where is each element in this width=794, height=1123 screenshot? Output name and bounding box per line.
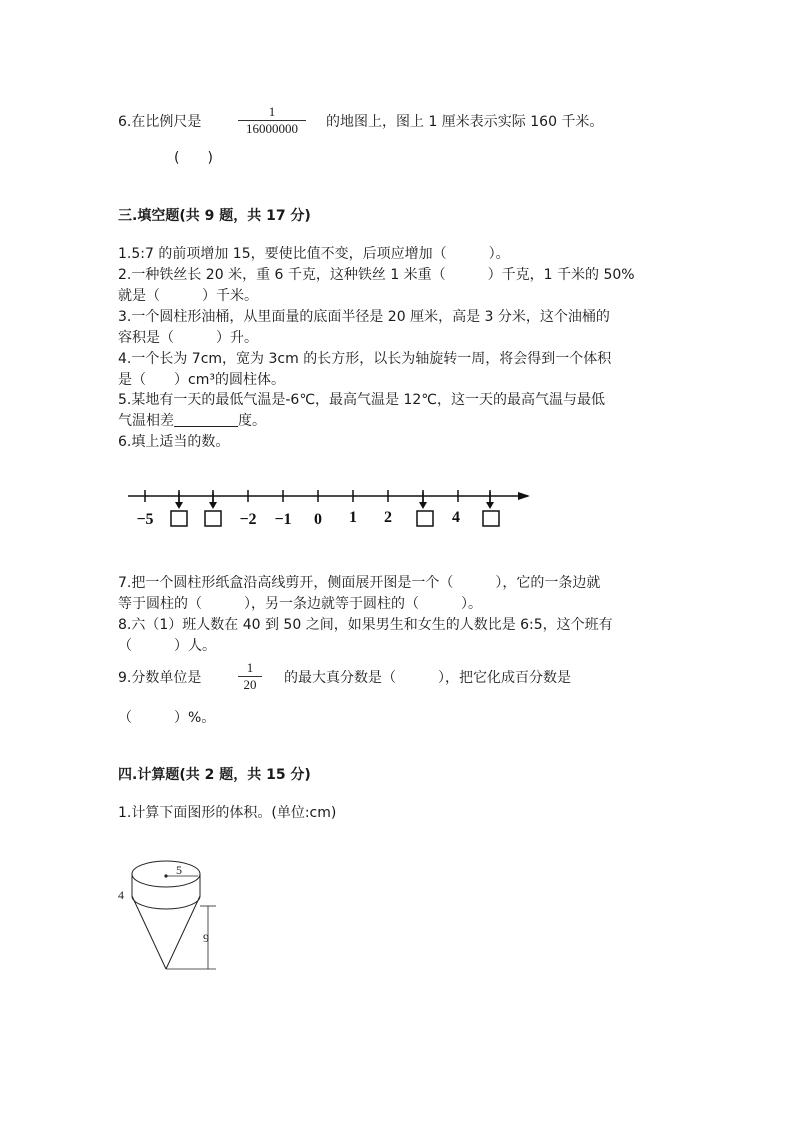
s3-q7-line2: 等于圆柱的（ ），另一条边就等于圆柱的（ ）。	[118, 596, 482, 612]
s3-q4-line1: 4.一个长为 7cm，宽为 3cm 的长方形，以长为轴旋转一周，将会得到一个体积	[118, 351, 612, 367]
s3-q9-suffix: 的最大真分数是（ ），把它化成百分数是	[284, 670, 571, 686]
pointer-arrowhead	[175, 502, 183, 509]
s4-q1: 1.计算下面图形的体积。(单位:cm)	[118, 805, 337, 821]
number-line-labels	[136, 509, 460, 528]
pointer-arrowhead	[209, 502, 217, 509]
q6-prefix: 6.在比例尺是	[118, 114, 202, 130]
numberline-label: −5	[136, 511, 154, 528]
numberline-label: 0	[314, 511, 322, 528]
s3-q2-line2: 就是（ ）千米。	[118, 288, 258, 304]
s3-q5-line2	[118, 411, 266, 431]
answer-box	[205, 511, 221, 526]
s3-q6: 6.填上适当的数。	[118, 434, 230, 450]
pointer-arrowhead	[486, 502, 494, 509]
s3-q2-line1: 2.一种铁丝长 20 米，重 6 千克，这种铁丝 1 米重（ ）千克，1 千米的 50%	[118, 267, 635, 283]
temperature-answer-blank	[174, 412, 238, 427]
s3-q5-line2-pre: 气温相差	[118, 413, 174, 429]
section3-heading: 三.填空题(共 9 题，共 17 分)	[118, 208, 311, 224]
scale-fraction-denominator: 16000000	[246, 121, 298, 136]
s3-q9-prefix: 9.分数单位是	[118, 670, 202, 686]
s3-q5-line2-post: 度。	[238, 413, 266, 429]
cylinder-bottom	[132, 896, 200, 909]
scale-fraction-numerator: 1	[268, 104, 276, 119]
pointer-arrowhead	[419, 502, 427, 509]
numberline-label: −2	[239, 511, 257, 528]
answer-box	[171, 511, 187, 526]
unit-fraction	[238, 660, 262, 693]
cone-height-label: 9	[203, 931, 209, 945]
number-line-arrowhead	[518, 492, 530, 500]
cylinder-top	[132, 861, 200, 887]
unit-fraction-denominator: 20	[243, 677, 257, 692]
s3-q8-line1: 8.六（1）班人数在 40 到 50 之间，如果男生和女生的人数比是 6:5，这个班有	[118, 617, 613, 633]
radius-label: 5	[176, 863, 182, 877]
numberline-label: 2	[384, 509, 392, 526]
s3-q4-line2: 是（ ）cm³的圆柱体。	[118, 372, 285, 388]
number-line-figure	[118, 478, 548, 538]
s3-q5-line1: 5.某地有一天的最低气温是-6℃，最高气温是 12℃，这一天的最高气温与最低	[118, 392, 606, 408]
s3-q8-line2: （ ）人。	[118, 638, 216, 654]
answer-box	[417, 511, 433, 526]
s3-q9-answer: （ ）%。	[118, 710, 216, 726]
numberline-label: 4	[452, 509, 460, 526]
cylinder-cone-figure	[112, 852, 232, 976]
s3-q7-line1: 7.把一个圆柱形纸盒沿高线剪开，侧面展开图是一个（ ），它的一条边就	[118, 575, 601, 591]
s3-q3-line2: 容积是（ ）升。	[118, 330, 258, 346]
answer-box	[483, 511, 499, 526]
q6-suffix: 的地图上，图上 1 厘米表示实际 160 千米。	[326, 114, 604, 130]
answer-boxes	[171, 511, 499, 526]
section4-heading: 四.计算题(共 2 题，共 15 分)	[118, 767, 311, 783]
pointer-arrows	[175, 492, 494, 509]
scale-fraction	[238, 104, 306, 137]
q6-answer-blank: ( )	[174, 150, 213, 166]
numberline-label: −1	[274, 511, 292, 528]
s3-q1: 1.5:7 的前项增加 15，要使比值不变，后项应增加（ ）。	[118, 246, 510, 262]
unit-fraction-numerator: 1	[246, 660, 254, 675]
cylinder-height-label: 4	[118, 888, 124, 902]
s3-q3-line1: 3.一个圆柱形油桶，从里面量的底面半径是 20 厘米，高是 3 分米，这个油桶的	[118, 309, 610, 325]
numberline-label: 1	[349, 509, 357, 526]
